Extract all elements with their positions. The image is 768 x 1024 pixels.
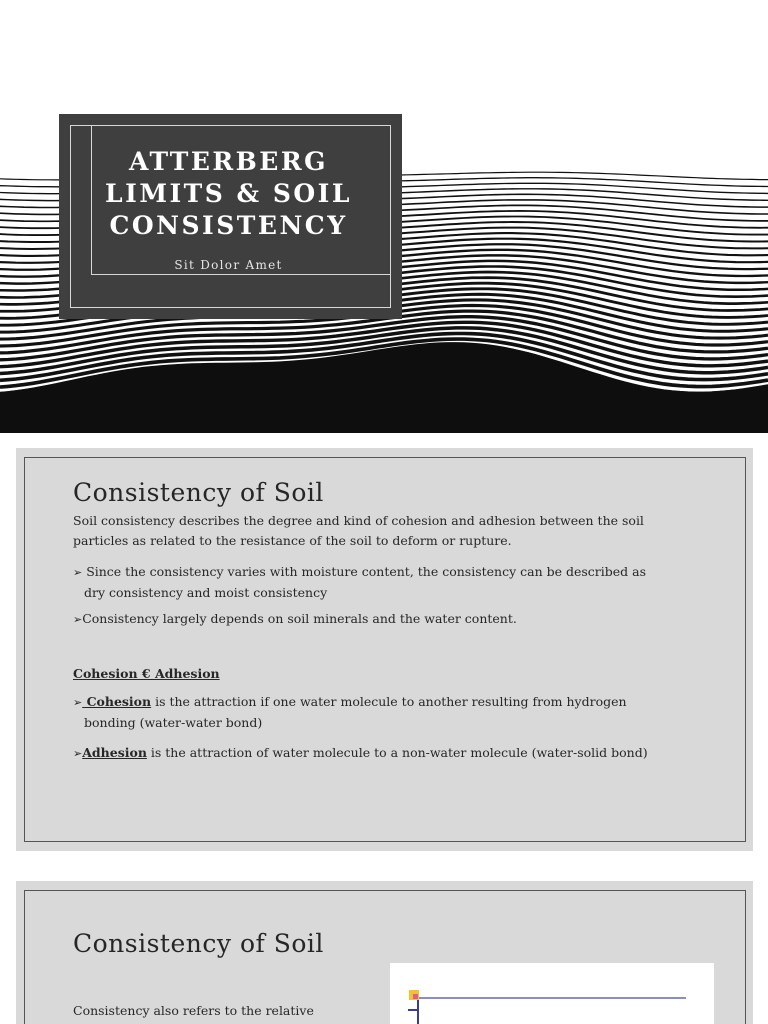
bullet-text-continued: bonding (water-water bond) bbox=[84, 715, 263, 730]
figure-marker bbox=[413, 994, 418, 999]
body-paragraph: Consistency also refers to the relative bbox=[73, 1003, 314, 1018]
content-slide bbox=[16, 448, 753, 851]
bullet-item bbox=[73, 609, 703, 630]
term-cohesion: Cohesion bbox=[82, 694, 152, 709]
title-line: CONSISTENCY bbox=[109, 211, 348, 240]
presentation-title bbox=[91, 146, 366, 242]
slide-title: Consistency of Soil bbox=[73, 478, 324, 507]
arrow-bullet-icon: ➢ bbox=[73, 747, 83, 760]
title-line: LIMITS & SOIL bbox=[105, 179, 352, 208]
figure-axis-line bbox=[418, 997, 686, 999]
bullet-text: is the attraction of water molecule to a non-water molecule (water-solid bond) bbox=[146, 745, 648, 760]
bullet-item bbox=[73, 743, 703, 764]
bullet-text-continued: dry consistency and moist consistency bbox=[84, 585, 328, 600]
slide-title: Consistency of Soil bbox=[73, 929, 324, 958]
title-slide bbox=[0, 0, 768, 433]
bullet-text: Consistency largely depends on soil minerals and the water content. bbox=[82, 611, 517, 626]
arrow-bullet-icon: ➢ bbox=[73, 613, 83, 626]
title-line: ATTERBERG bbox=[129, 147, 328, 176]
bullet-text: is the attraction if one water molecule to another resulting from hydrogen bbox=[151, 694, 627, 709]
figure-tick bbox=[408, 1009, 418, 1011]
bullet-text: Since the consistency varies with moisture content, the consistency can be described as bbox=[82, 564, 647, 579]
arrow-bullet-icon: ➢ bbox=[73, 566, 83, 579]
intro-paragraph: Soil consistency describes the degree and kind of cohesion and adhesion between the soil particles as related to the resistance of the soil to deform or rupture. bbox=[73, 513, 644, 548]
content-slide-2 bbox=[16, 881, 753, 1024]
bullet-item bbox=[73, 562, 703, 603]
presentation-subtitle: Sit Dolor Amet bbox=[174, 258, 283, 272]
term-adhesion: Adhesion bbox=[82, 745, 147, 760]
arrow-bullet-icon: ➢ bbox=[73, 696, 83, 709]
title-card bbox=[59, 114, 402, 319]
figure-image bbox=[390, 963, 714, 1024]
bullet-item bbox=[73, 692, 703, 733]
section-subheading: Cohesion € Adhesion bbox=[73, 666, 220, 681]
